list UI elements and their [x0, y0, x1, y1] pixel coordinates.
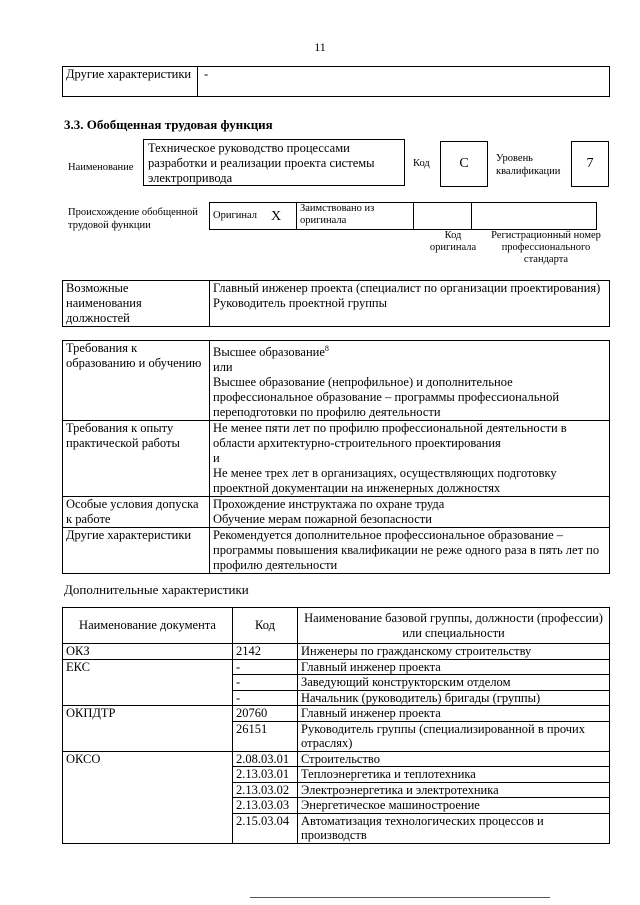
code-caption: Код оригинала: [429, 230, 477, 253]
name-cell: Автоматизация технологических процессов и производств: [298, 813, 610, 843]
code-value: C: [440, 141, 488, 187]
position-line: Главный инженер проекта (специалист по организации проектирования): [213, 281, 601, 295]
code-label: Код: [413, 158, 430, 169]
education-label: Требования к образованию и обучению: [63, 341, 210, 421]
header-name: Наименование базовой группы, должности (профессии) или специальности: [298, 608, 610, 644]
education-line: Высшее образование: [213, 345, 325, 360]
other-label: Другие характеристики: [63, 528, 210, 574]
code-cell: 2.13.03.01: [233, 767, 298, 783]
additional-title: Дополнительные характеристики: [64, 582, 249, 597]
function-name-value: Техническое руководство процессами разработки и реализации проекта системы электропривода: [143, 139, 405, 186]
code-cell: 2.15.03.04: [233, 813, 298, 843]
level-label: Уровень квалификации: [496, 153, 561, 177]
code-cell: 2.13.03.02: [233, 782, 298, 798]
name-cell: Электроэнергетика и электротехника: [298, 782, 610, 798]
header-code: Код: [233, 608, 298, 644]
experience-label: Требования к опыту практической работы: [63, 421, 210, 497]
other-line: Рекомендуется дополнительное профессиональное образование – программы повышения квалификации не реже одного раза в пять лет по профилю деятельности: [213, 528, 600, 573]
code-cell: 2.08.03.01: [233, 751, 298, 767]
education-line: Высшее образование (непрофильное) и дополнительное профессиональное образование – программы профессиональной переподготовки по профилю деятельности: [213, 375, 560, 420]
name-cell: Строительство: [298, 751, 610, 767]
experience-line: и: [213, 451, 220, 466]
other-characteristics-row: [62, 66, 610, 97]
code-cell: 2142: [233, 644, 298, 660]
experience-line: Не менее трех лет в организациях, осуществляющих подготовку проектной документации на инженерных должностях: [213, 466, 557, 496]
special-conditions-label: Особые условия допуска к работе: [63, 497, 210, 528]
bottom-divider: [250, 897, 550, 898]
code-cell: 26151: [233, 721, 298, 751]
name-cell: Инженеры по гражданскому строительству: [298, 644, 610, 660]
origin-label: Происхождение обобщенной трудовой функции: [68, 207, 198, 231]
doc-cell: ЕКС: [63, 659, 233, 706]
header-document: Наименование документа: [63, 608, 233, 644]
additional-table: [62, 607, 610, 844]
code-cell: -: [233, 659, 298, 675]
original-code-cell: [414, 203, 472, 230]
name-cell: Руководитель группы (специализированной в прочих отраслях): [298, 721, 610, 751]
level-value: 7: [571, 141, 609, 187]
positions-label: Возможные наименования должностей: [63, 281, 210, 327]
doc-cell: ОКСО: [63, 751, 233, 843]
special-conditions-line: Прохождение инструктажа по охране труда: [213, 497, 445, 512]
section-heading: 3.3. Обобщенная трудовая функция: [64, 117, 273, 132]
doc-cell: ОКПДТР: [63, 706, 233, 752]
reg-caption: Регистрационный номер профессионального стандарта: [491, 230, 601, 265]
doc-cell: ОКЗ: [63, 644, 233, 660]
footnote-mark: 8: [324, 344, 329, 353]
name-cell: Начальник (руководитель) бригады (группы): [298, 690, 610, 706]
page-number: 11: [314, 40, 326, 54]
name-cell: Главный инженер проекта: [298, 706, 610, 722]
position-line: Руководитель проектной группы: [213, 296, 387, 310]
requirements-table: [62, 340, 610, 574]
original-label: Оригинал: [210, 203, 269, 230]
original-mark: X: [268, 203, 297, 230]
code-cell: 20760: [233, 706, 298, 722]
name-cell: Главный инженер проекта: [298, 659, 610, 675]
borrowed-label: Заимствовано из оригинала: [297, 203, 414, 230]
other-characteristics-label: Другие характеристики: [63, 67, 198, 97]
code-cell: 2.13.03.03: [233, 798, 298, 814]
name-cell: Теплоэнергетика и теплотехника: [298, 767, 610, 783]
special-conditions-line: Обучение мерам пожарной безопасности: [213, 512, 432, 527]
education-line: или: [213, 360, 233, 375]
experience-line: Не менее пяти лет по профилю профессиональной деятельности в области архитектурно-строительного проектирования: [213, 421, 567, 451]
reg-number-cell: [472, 203, 597, 230]
name-cell: Заведующий конструкторским отделом: [298, 675, 610, 691]
origin-table: [209, 202, 597, 230]
other-characteristics-value: -: [198, 67, 610, 97]
positions-table: [62, 280, 610, 327]
code-cell: -: [233, 675, 298, 691]
code-cell: -: [233, 690, 298, 706]
name-label: Наименование: [68, 162, 134, 173]
name-cell: Энергетическое машиностроение: [298, 798, 610, 814]
